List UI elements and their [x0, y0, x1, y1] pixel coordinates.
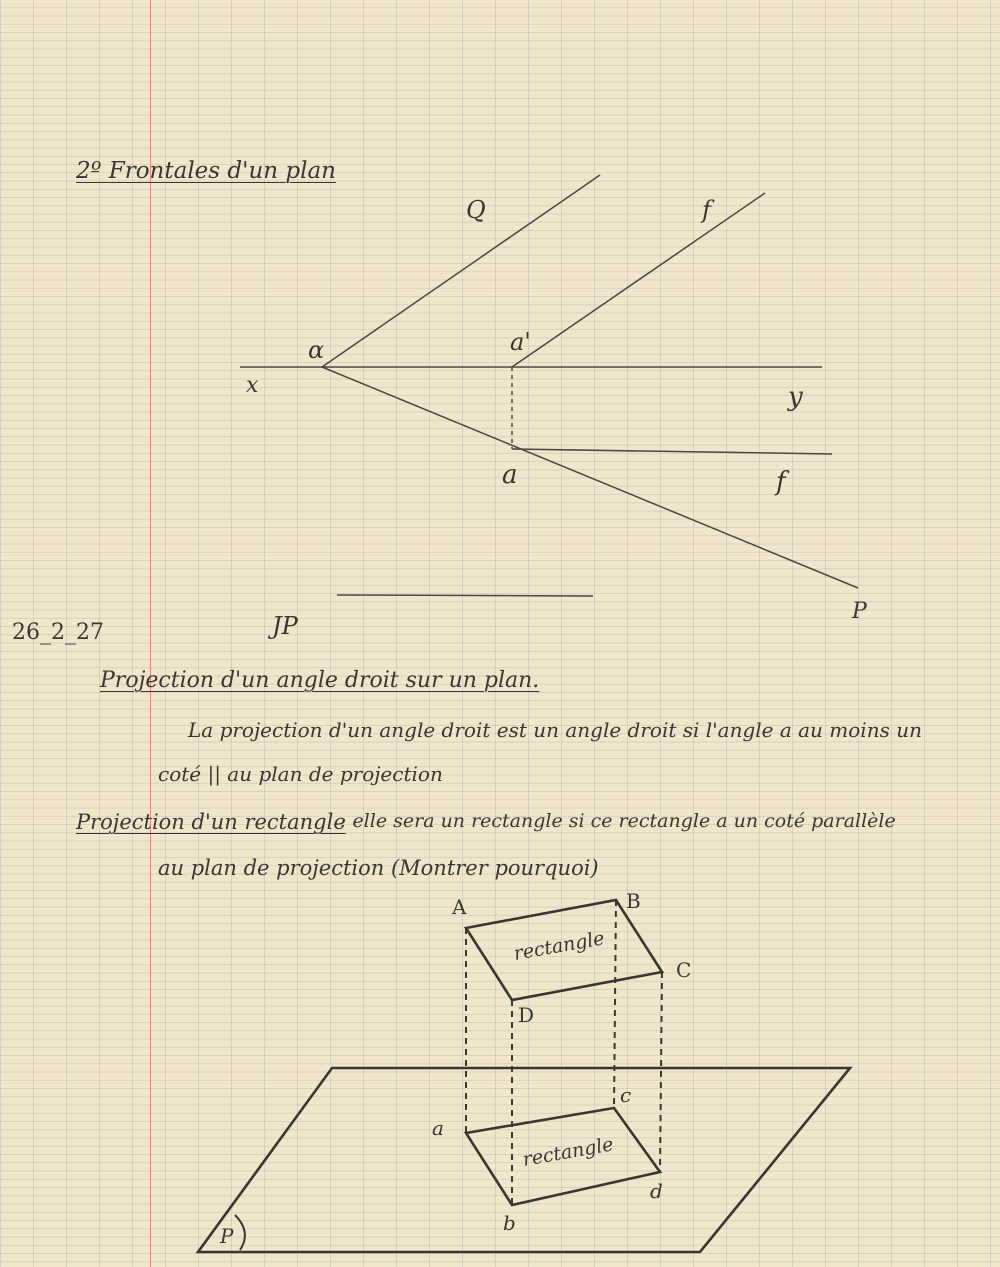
label-y: y [788, 382, 803, 412]
section-title-frontales: 2º Frontales d'un plan [76, 158, 336, 184]
label-a-prime: a' [510, 328, 531, 356]
label-C: C [676, 958, 692, 982]
label-b-small: b [503, 1211, 516, 1235]
label-P: P [852, 599, 867, 624]
label-B: B [626, 889, 641, 913]
label-f-bottom: f [776, 467, 786, 497]
label-f-top: f [702, 196, 711, 224]
label-Q: Q [466, 196, 486, 224]
label-A: A [452, 895, 467, 919]
label-alpha: α [308, 336, 325, 364]
section-title-angle-droit: Projection d'un angle droit sur un plan. [100, 668, 540, 693]
label-a: a [502, 460, 518, 490]
initials: JP [272, 612, 298, 640]
plane-angle-arc [235, 1215, 245, 1250]
rectangle-text-line1: : elle sera un rectangle si ce rectangle a un coté parallèle [340, 810, 896, 832]
rectangle-text-line2: au plan de projection (Montrer pourquoi) [158, 856, 599, 880]
label-c-small: c [620, 1083, 632, 1107]
angle-droit-text-line1: La projection d'un angle droit est un angle droit si l'angle a au moins un [188, 718, 922, 742]
label-plane-P: P [220, 1224, 234, 1248]
label-x: x [246, 373, 259, 398]
angle-droit-text-line2: coté || au plan de projection [158, 762, 443, 786]
section-title-rectangle: Projection d'un rectangle [76, 810, 346, 834]
projector-B-c [614, 900, 616, 1108]
label-D: D [518, 1003, 535, 1027]
label-rectangle-top: rectangle [512, 927, 607, 965]
projector-C-d [660, 972, 662, 1172]
label-a-small: a [432, 1116, 444, 1140]
label-d-small: d [650, 1179, 663, 1203]
label-rectangle-bottom: rectangle [521, 1133, 616, 1171]
entry-date: 26_2_27 [12, 620, 104, 645]
